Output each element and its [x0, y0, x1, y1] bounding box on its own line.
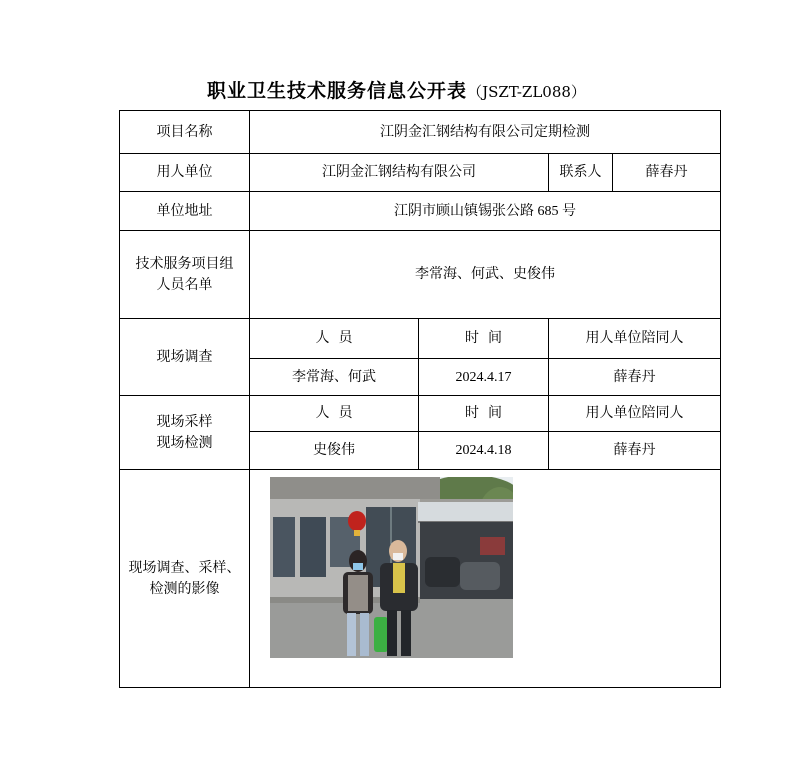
sampling-header-companion: 用人单位陪同人	[549, 396, 721, 432]
row-sampling-header	[120, 396, 721, 432]
sampling-header-personnel: 人 员	[250, 396, 419, 432]
contact-value: 薛春丹	[613, 154, 721, 192]
employer-label: 用人单位	[120, 154, 250, 192]
header-companion: 用人单位陪同人	[549, 319, 721, 359]
sampling-personnel: 史俊伟	[250, 432, 419, 470]
sampling-time: 2024.4.18	[419, 432, 549, 470]
survey-time: 2024.4.17	[419, 359, 549, 396]
row-address	[120, 192, 721, 231]
address-label: 单位地址	[120, 192, 250, 231]
images-label: 现场调查、采样、检测的影像	[120, 470, 250, 688]
page-title	[0, 76, 793, 103]
document-code: （JSZT-ZL088）	[467, 83, 586, 101]
images-cell	[250, 470, 721, 688]
contact-label: 联系人	[549, 154, 613, 192]
sampling-header-time: 时 间	[419, 396, 549, 432]
project-name-label: 项目名称	[120, 111, 250, 154]
survey-label: 现场调查	[120, 319, 250, 396]
team-value: 李常海、何武、史俊伟	[250, 231, 721, 319]
project-name-value: 江阴金汇钢结构有限公司定期检测	[250, 111, 721, 154]
row-project-name	[120, 111, 721, 154]
row-survey-header	[120, 319, 721, 359]
header-time: 时 间	[419, 319, 549, 359]
row-team	[120, 231, 721, 319]
team-label: 技术服务项目组人员名单	[120, 231, 250, 319]
header-personnel: 人 员	[250, 319, 419, 359]
sampling-companion: 薛春丹	[549, 432, 721, 470]
info-table	[119, 110, 721, 688]
site-photo	[270, 477, 513, 658]
survey-companion: 薛春丹	[549, 359, 721, 396]
survey-personnel: 李常海、何武	[250, 359, 419, 396]
address-value: 江阴市顾山镇锡张公路 685 号	[250, 192, 721, 231]
employer-value: 江阴金汇钢结构有限公司	[250, 154, 549, 192]
row-images	[120, 470, 721, 688]
title-text: 职业卫生技术服务信息公开表	[207, 80, 468, 102]
site-photo-illustration	[270, 477, 513, 658]
sampling-label: 现场采样现场检测	[120, 396, 250, 470]
row-employer	[120, 154, 721, 192]
